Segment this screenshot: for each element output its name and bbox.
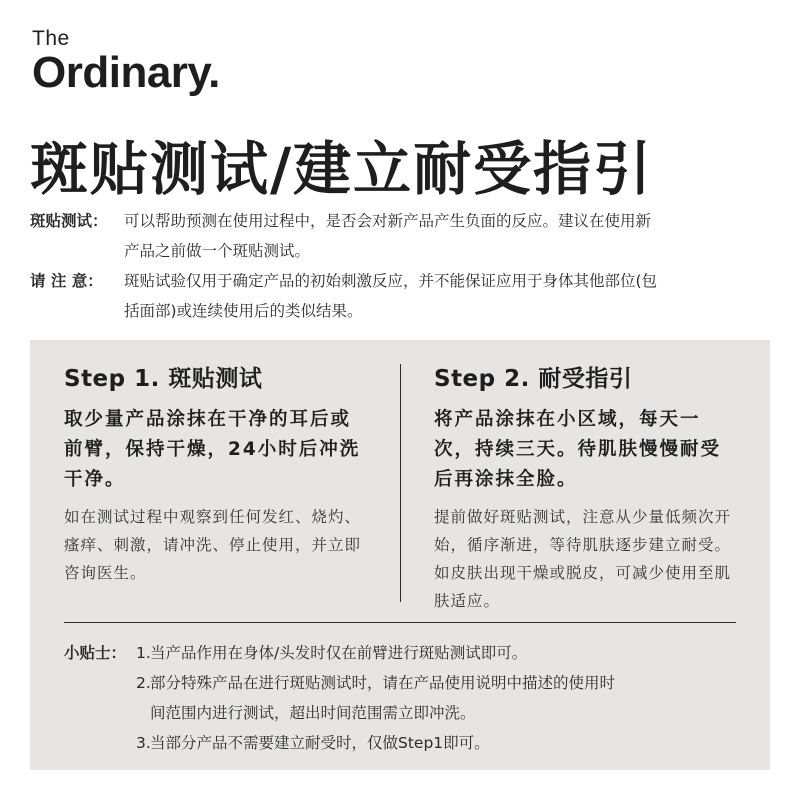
step-description: 提前做好斑贴测试，注意从少量低频次开始，循序渐进，等待肌肤逐步建立耐受。如皮肤出现干燥或脱皮，可减少使用至肌肤适应。: [434, 508, 732, 610]
step-title: Step 1. 斑贴测试: [64, 366, 263, 392]
tips-label: 小贴士：: [64, 644, 127, 662]
note-text: [124, 266, 774, 326]
tip-item: [136, 668, 736, 728]
page-title: 斑贴测试/建立耐受指引: [30, 135, 654, 203]
step-2: [434, 360, 734, 615]
horizontal-divider: [64, 622, 736, 623]
step-1: [64, 360, 364, 587]
note-line: 斑贴试验仅用于确定产品的初始刺激反应，并不能保证应用于身体其他部位(包: [124, 272, 658, 290]
tip-number: 3.: [136, 734, 151, 752]
step-description: 如在测试过程中观察到任何发红、烧灼、瘙痒、刺激，请冲洗、停止使用，并立即咨询医生。: [64, 508, 362, 582]
step-instruction: 将产品涂抹在小区域，每天一次，持续三天。待肌肤慢慢耐受后再涂抹全脸。: [434, 409, 722, 490]
tip-item: [136, 638, 736, 668]
brand-the: The: [32, 27, 70, 50]
brand-name: Ordinary.: [32, 48, 220, 97]
vertical-divider: [400, 364, 401, 602]
tip-number: 2.: [136, 674, 151, 692]
note-line: 括面部)或连续使用后的类似结果。: [124, 302, 363, 320]
tip-item: [136, 728, 736, 758]
note-label: 斑贴测试：: [30, 212, 108, 230]
note-line: 可以帮助预测在使用过程中，是否会对新产品产生负面的反应。建议在使用新: [124, 212, 652, 230]
note-text: [124, 206, 774, 266]
tip-text: 当部分产品不需要建立耐受时，仅做Step1即可。: [150, 734, 490, 752]
note-label: 请 注 意：: [30, 272, 103, 290]
tip-number: 1.: [136, 644, 151, 662]
step-instruction: 取少量产品涂抹在干净的耳后或前臂，保持干燥，24小时后冲洗干净。: [64, 409, 361, 490]
brand-logo: [32, 28, 220, 95]
tip-text-continued: 间范围内进行测试，超出时间范围需立即冲洗。: [150, 704, 476, 722]
step-title: Step 2. 耐受指引: [434, 366, 633, 392]
steps-panel: [30, 340, 770, 770]
tip-text: 部分特殊产品在进行斑贴测试时，请在产品使用说明中描述的使用时: [150, 674, 616, 692]
tip-text: 当产品作用在身体/头发时仅在前臂进行斑贴测试即可。: [150, 644, 528, 662]
note-line: 产品之前做一个斑贴测试。: [124, 242, 311, 260]
